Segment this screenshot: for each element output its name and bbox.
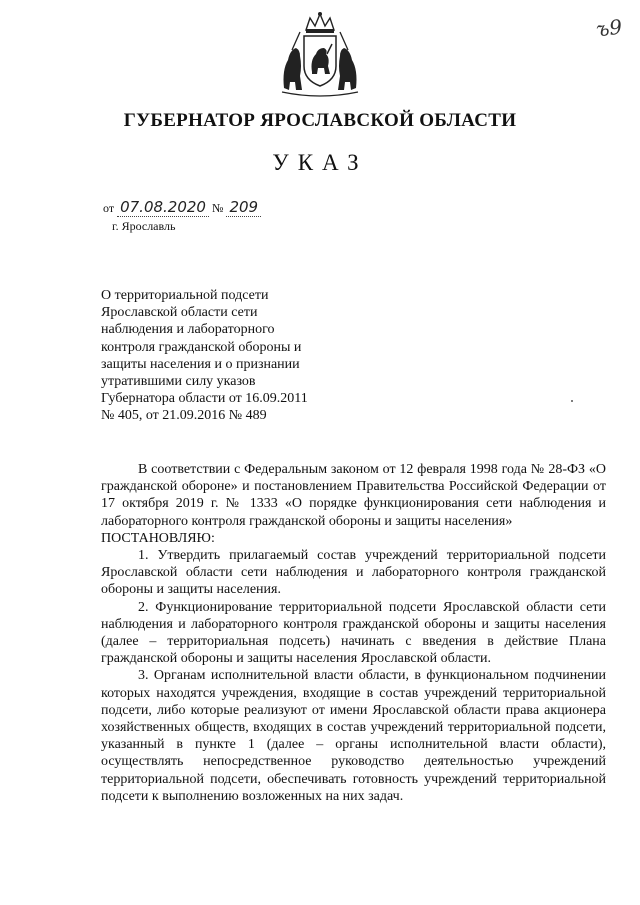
decree-item: 3. Органам исполнительной власти области, в функциональном подчинении которых находятся учреждения, входящие в состав учреждений территориальной подсети, либо которые реализуют от имени Ярославской области права акционера хозяйственных обществ, входящих в состав учреждений территориальной подсети, указанный в пункте 1 (далее – органы исполнительной власти области), осуществлять непосредственное руководство деятельностью учреждений территориальной подсети, обеспечивать готовность учреждений территориальной подсети к выполнению возложенных на них задач. — [101, 668, 606, 804]
subject-line: наблюдения и лабораторного — [101, 322, 275, 338]
scan-speck — [571, 400, 573, 402]
handwritten-date: 07.08.2020 — [117, 198, 209, 217]
preamble-paragraph: В соответствии с Федеральным законом от 12 февраля 1998 года № 28-ФЗ «О гражданской обороне» и постановлением Правительства Российской Федерации от 17 октября 2019 г. № 1333 «О порядке функционирования сети наблюдения и лабораторного контроля гражданской обороны и защиты населения» — [101, 462, 606, 529]
subject-line: Губернатора области от 16.09.2011 — [101, 391, 308, 407]
number-prefix: № — [211, 201, 224, 215]
decree-item: 2. Функционирование территориальной подсети Ярославской области сети наблюдения и лабораторного контроля гражданской обороны и защиты населения (далее – территориальная подсеть) начинать с введения в действие Плана гражданской обороны и защиты населения Ярославской области. — [101, 599, 606, 667]
document-title: ГУБЕРНАТОР ЯРОСЛАВСКОЙ ОБЛАСТИ — [123, 110, 517, 131]
date-prefix: от — [103, 201, 115, 215]
subject-line: утратившими силу указов — [101, 374, 256, 390]
decree-subject — [101, 287, 361, 425]
subject-line: О территориальной подсети — [101, 288, 269, 303]
yaroslavl-coat-of-arms-icon — [280, 10, 360, 100]
subject-line: Ярославской области сети — [101, 305, 258, 321]
subject-line: контроля гражданской обороны и — [101, 339, 302, 355]
handwritten-page-mark: ъ9 — [594, 14, 624, 42]
decree-heading: УКАЗ — [272, 150, 368, 175]
city-label: г. Ярославль — [112, 219, 176, 233]
resolve-heading: ПОСТАНОВЛЯЮ: — [101, 530, 215, 546]
date-number-line — [103, 198, 261, 216]
subject-line: защиты населения и о признании — [101, 356, 300, 372]
decree-item: 1. Утвердить прилагаемый состав учреждений территориальной подсети Ярославской области сети наблюдения и лабораторного контроля гражданской обороны и защиты населения. — [101, 548, 606, 598]
handwritten-number: 209 — [226, 198, 261, 217]
decree-body — [101, 461, 606, 805]
subject-line: № 405, от 21.09.2016 № 489 — [101, 408, 267, 424]
